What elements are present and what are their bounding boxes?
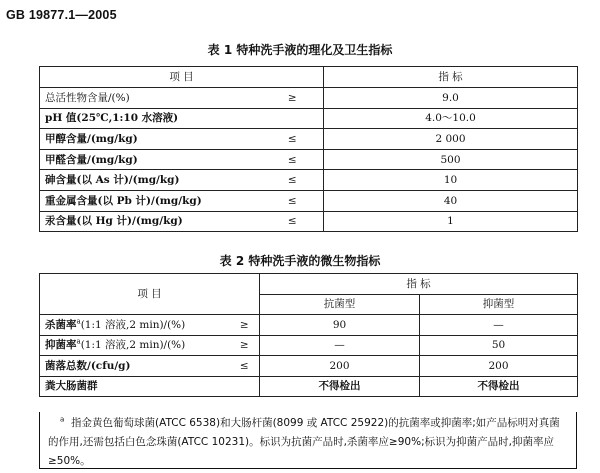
row-value-antibacterial: — xyxy=(260,335,420,356)
row-name: 粪大肠菌群 xyxy=(40,376,230,397)
row-value-bacteriostatic: 200 xyxy=(420,356,578,377)
row-value-bacteriostatic: 不得检出 xyxy=(420,376,578,397)
table-row xyxy=(40,335,578,356)
row-name: 甲醇含量/(mg/kg) xyxy=(40,129,262,150)
row-name xyxy=(40,335,230,356)
row-symbol: ≤ xyxy=(230,356,260,377)
row-name: 菌落总数/(cfu/g) xyxy=(40,356,230,377)
table1-title: 表 1 特种洗手液的理化及卫生指标 xyxy=(207,43,393,57)
row-symbol: ≤ xyxy=(262,129,324,150)
row-symbol: ≥ xyxy=(262,88,324,109)
table-row xyxy=(40,108,578,129)
table-row xyxy=(40,315,578,336)
table1-header-index: 指 标 xyxy=(324,67,578,88)
table-row xyxy=(40,129,578,150)
row-name-main: 杀菌率 xyxy=(45,318,77,331)
subheader-antibacterial: 抗菌型 xyxy=(260,294,420,315)
table-row xyxy=(40,356,578,377)
row-symbol: ≤ xyxy=(262,190,324,211)
row-name: 重金属含量(以 Pb 计)/(mg/kg) xyxy=(40,190,262,211)
standard-number: GB 19877.1—2005 xyxy=(6,8,117,22)
row-value: 9.0 xyxy=(324,88,578,109)
table1-header-item: 项 目 xyxy=(40,67,324,88)
table-row xyxy=(40,211,578,232)
row-name-main: 抑菌率 xyxy=(45,339,77,352)
row-value-antibacterial: 90 xyxy=(260,315,420,336)
row-value: 500 xyxy=(324,149,578,170)
subheader-bacteriostatic: 抑菌型 xyxy=(420,294,578,315)
row-symbol: ≥ xyxy=(230,335,260,356)
table-row xyxy=(40,190,578,211)
footnote-text: 指金黄色葡萄球菌(ATCC 6538)和大肠杆菌(8099 或 ATCC 25922)的抗菌率或抑菌率;如产品标明对真菌的作用,还需包括白色念珠菌(ATCC 10231)。标识为抗菌产品时,杀菌率应≥90%;标识为抑菌产品时,抑菌率应≥50%。 xyxy=(48,417,560,467)
table2-title: 表 2 特种洗手液的微生物指标 xyxy=(219,254,381,268)
footnote-marker: a xyxy=(76,317,81,326)
row-symbol: ≥ xyxy=(230,315,260,336)
row-name: 汞含量(以 Hg 计)/(mg/kg) xyxy=(40,211,262,232)
physicochemical-table xyxy=(39,66,578,232)
footnote-marker: a xyxy=(60,415,65,424)
table-row xyxy=(40,88,578,109)
row-symbol xyxy=(230,376,260,397)
row-value: 1 xyxy=(324,211,578,232)
table-row xyxy=(40,170,578,191)
microbiological-table xyxy=(39,273,578,397)
row-value: 4.0～10.0 xyxy=(324,108,578,129)
table-row xyxy=(40,376,578,397)
row-value: 2 000 xyxy=(324,129,578,150)
table2-footnote xyxy=(39,412,577,469)
row-name: 总活性物含量/(%) xyxy=(40,88,262,109)
table1-header-row xyxy=(40,67,578,88)
footnote-marker: a xyxy=(76,337,81,346)
row-value: 10 xyxy=(324,170,578,191)
row-symbol: ≤ xyxy=(262,149,324,170)
row-name: 甲醛含量/(mg/kg) xyxy=(40,149,262,170)
row-name: pH 值(25℃,1:10 水溶液) xyxy=(40,108,262,129)
row-name: 砷含量(以 As 计)/(mg/kg) xyxy=(40,170,262,191)
row-name-rest: (1:1 溶液,2 min)/(%) xyxy=(80,339,186,352)
table2-header-item: 项 目 xyxy=(40,274,260,315)
row-value: 40 xyxy=(324,190,578,211)
row-symbol: ≤ xyxy=(262,211,324,232)
row-symbol xyxy=(262,108,324,129)
table-row xyxy=(40,149,578,170)
row-name xyxy=(40,315,230,336)
row-value-bacteriostatic: — xyxy=(420,315,578,336)
row-value-antibacterial: 200 xyxy=(260,356,420,377)
table2-header-row xyxy=(40,274,578,295)
table2-header-index: 指 标 xyxy=(260,274,578,295)
row-value-bacteriostatic: 50 xyxy=(420,335,578,356)
row-value-antibacterial: 不得检出 xyxy=(260,376,420,397)
row-symbol: ≤ xyxy=(262,170,324,191)
row-name-rest: (1:1 溶液,2 min)/(%) xyxy=(80,318,186,331)
